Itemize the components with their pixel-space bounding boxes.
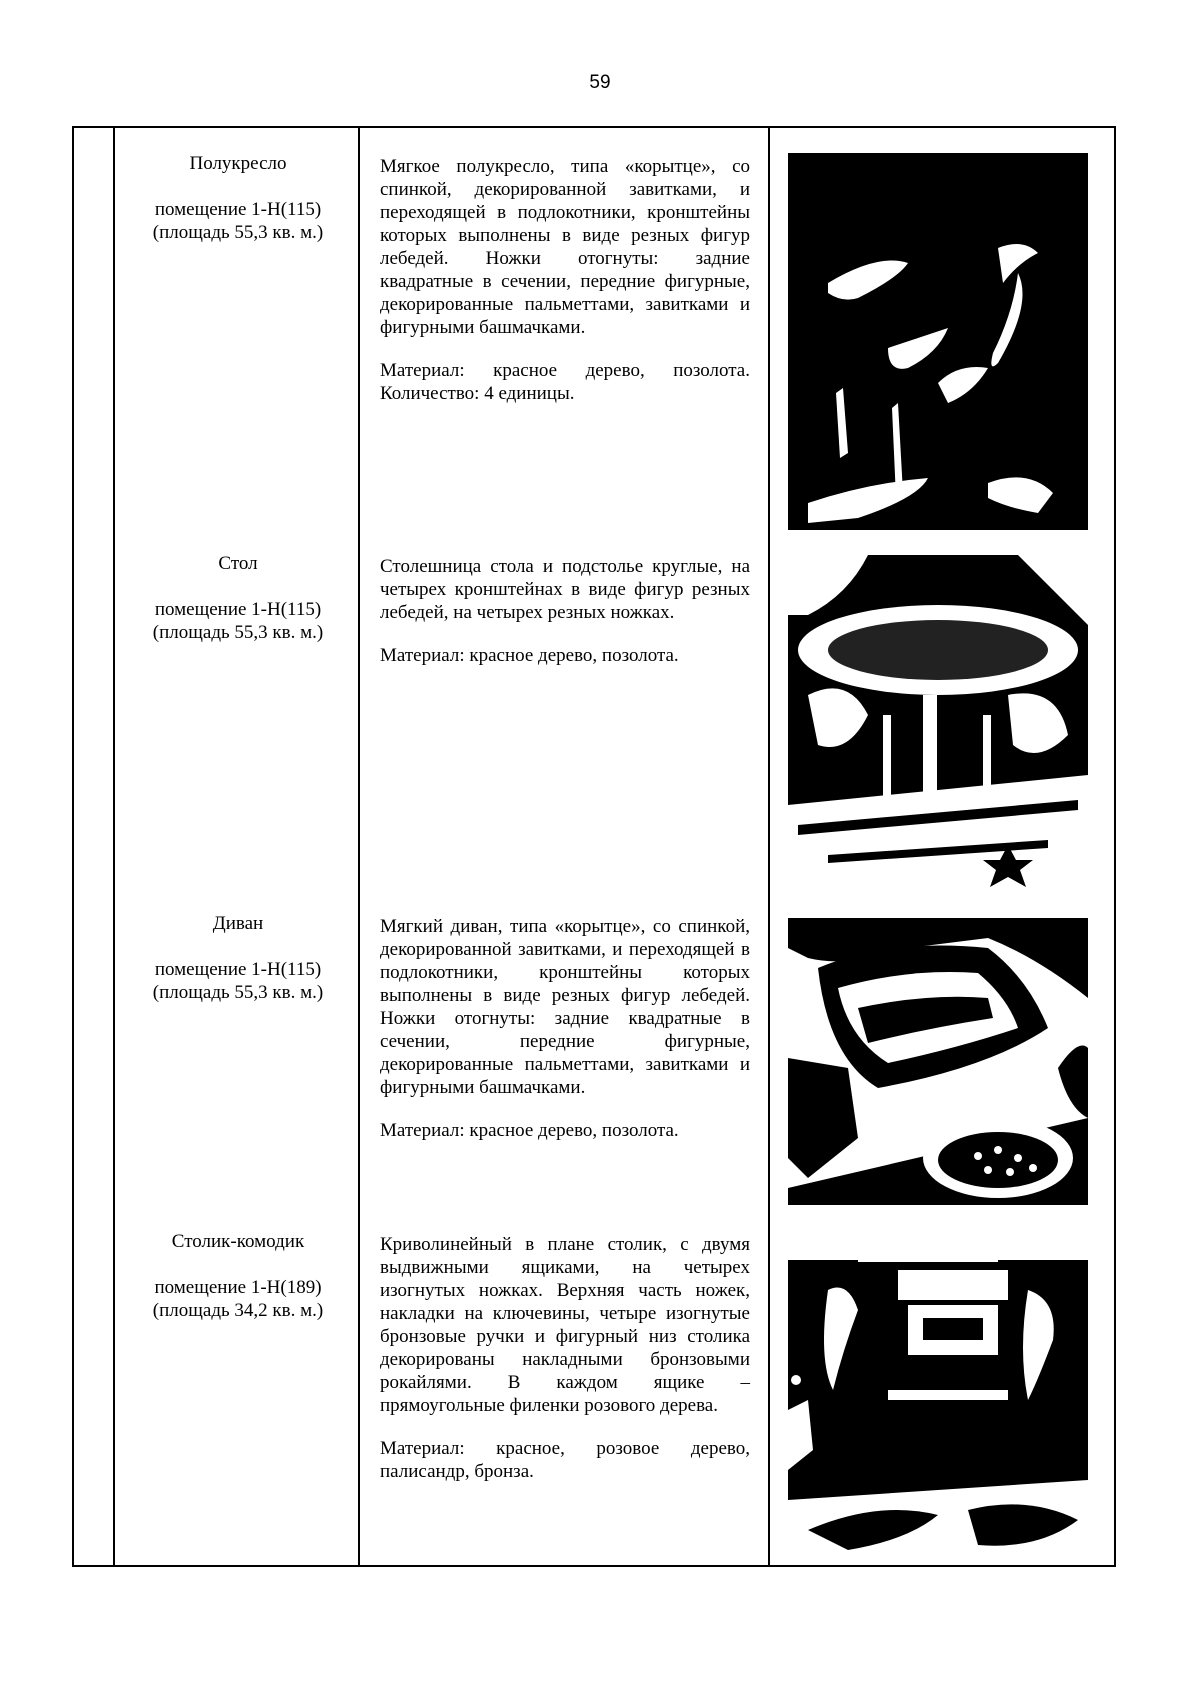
column-divider bbox=[768, 126, 770, 1567]
item-description-cell bbox=[380, 1233, 750, 1503]
item-area: (площадь 55,3 кв. м.) bbox=[152, 982, 324, 1003]
column-divider bbox=[358, 126, 360, 1567]
item-material: Материал: красное, розовое дерево, палисандр, бронза. bbox=[380, 1438, 750, 1482]
item-room: помещение 1-Н(115) bbox=[154, 599, 322, 620]
item-title: Полукресло bbox=[189, 153, 287, 174]
item-description-cell bbox=[380, 555, 750, 687]
item-material: Материал: красное дерево, позолота. bbox=[380, 645, 679, 666]
item-area: (площадь 34,2 кв. м.) bbox=[152, 1300, 324, 1321]
commode-photo bbox=[788, 1230, 1088, 1560]
item-title: Стол bbox=[218, 553, 258, 574]
item-description-cell bbox=[380, 155, 750, 425]
item-room: помещение 1-Н(189) bbox=[154, 1277, 322, 1298]
item-area: (площадь 55,3 кв. м.) bbox=[152, 622, 324, 643]
sofa-photo bbox=[788, 918, 1088, 1205]
item-description: Мягкое полукресло, типа «корытце», со спинкой, декорированной завитками, и переходящей в подлокотники, кронштейны которых выполнены в виде резных фигур лебедей. Ножки отогнуты: задние квадратные в сечении, передние фигурные, декорированные пальметтами, завитками и фигурными башмачками. bbox=[380, 156, 750, 338]
item-room: помещение 1-Н(115) bbox=[154, 199, 322, 220]
item-name-cell bbox=[118, 912, 358, 1004]
item-material: Материал: красное дерево, позолота. bbox=[380, 1120, 679, 1141]
item-material: Материал: красное дерево, позолота. Количество: 4 единицы. bbox=[380, 360, 750, 404]
item-description: Криволинейный в плане столик, с двумя выдвижными ящиками, на четырех изогнутых ножках. Верхняя часть ножек, накладки на ключевины, четыре изогнутые бронзовые ручки и фигурный низ столика декорированы накладными бронзовыми рокайлями. В каждом ящике – прямоугольные филенки розового дерева. bbox=[380, 1234, 750, 1416]
item-room: помещение 1-Н(115) bbox=[154, 959, 322, 980]
armchair-photo bbox=[788, 153, 1088, 530]
item-area: (площадь 55,3 кв. м.) bbox=[152, 222, 324, 243]
page-number: 59 bbox=[589, 72, 611, 93]
item-description: Столешница стола и подстолье круглые, на четырех кронштейнах в виде фигур резных лебедей, на четырех резных ножках. bbox=[380, 556, 750, 623]
item-description: Мягкий диван, типа «корытце», со спинкой, декорированной завитками, и переходящей в подлокотники, кронштейны которых выполнены в виде резных фигур лебедей. Ножки отогнуты: задние квадратные в сечении, передние фигурные, декорированные пальметтами, завитками и фигурными башмачками. bbox=[380, 916, 750, 1098]
item-name-cell bbox=[118, 1230, 358, 1322]
column-divider bbox=[113, 126, 115, 1567]
item-title: Диван bbox=[212, 913, 264, 934]
table-photo bbox=[788, 555, 1088, 892]
item-description-cell bbox=[380, 915, 750, 1162]
item-name-cell bbox=[118, 552, 358, 644]
item-name-cell bbox=[118, 152, 358, 244]
item-title: Столик-комодик bbox=[171, 1231, 305, 1252]
